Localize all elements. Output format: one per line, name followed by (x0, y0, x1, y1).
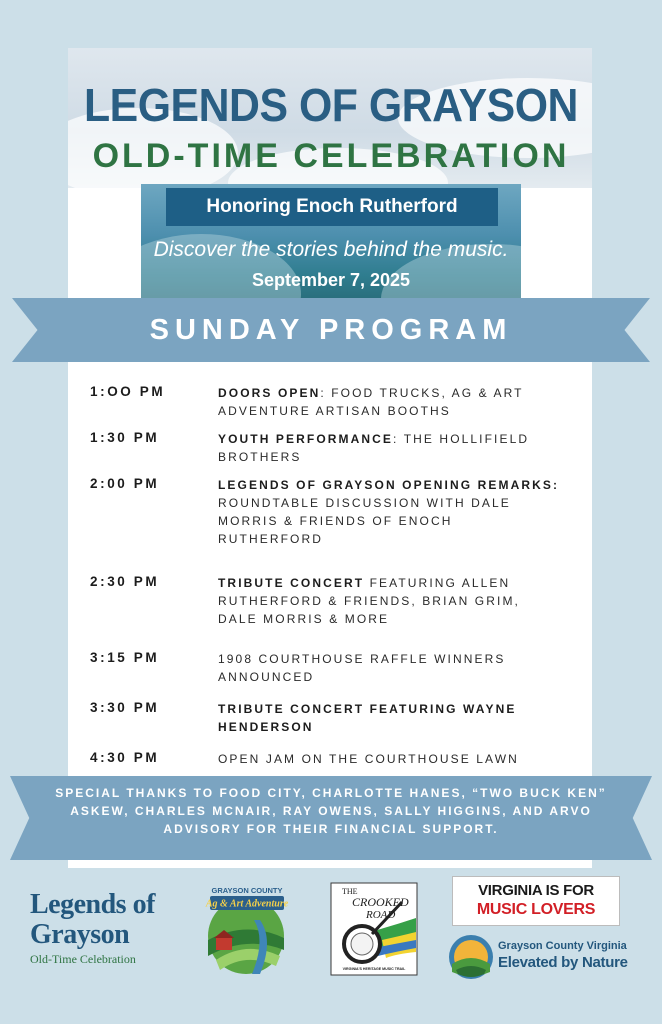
legends-of-grayson-logo (30, 890, 170, 967)
schedule-description (218, 476, 560, 548)
schedule-row (90, 476, 560, 548)
schedule-time: 2:30 PM (90, 574, 160, 589)
crooked-road-trail: VIRGINIA'S HERITAGE MUSIC TRAIL (342, 967, 406, 971)
schedule-time: 3:15 PM (90, 650, 160, 665)
schedule-row (90, 574, 560, 628)
schedule-row (90, 430, 560, 466)
schedule-highlight: TRIBUTE CONCERT FEATURING WAYNE HENDERSON (218, 702, 517, 734)
schedule-description (218, 384, 560, 420)
schedule-list (90, 384, 560, 768)
schedule-description (218, 430, 560, 466)
schedule-detail: : FOOD TRUCKS, AG & ART ADVENTURE ARTISAN BOOTHS (218, 386, 524, 418)
logo-line: Legends of (30, 889, 155, 920)
schedule-detail: OPEN JAM ON THE COURTHOUSE LAWN (218, 752, 519, 766)
schedule-time: 1:OO PM (90, 384, 166, 399)
schedule-time: 4:30 PM (90, 750, 160, 765)
program-title: SUNDAY PROGRAM (149, 314, 513, 346)
schedule-row (90, 750, 560, 768)
schedule-highlight: YOUTH PERFORMANCE (218, 432, 394, 446)
schedule-detail: ROUNDTABLE DISCUSSION WITH DALE MORRIS & FRIENDS OF ENOCH RUTHERFORD (218, 496, 511, 546)
logo-line: Grayson (30, 919, 130, 950)
event-title: LEGENDS OF GRAYSON (83, 79, 578, 131)
virginia-logo-line2: MUSIC LOVERS (476, 901, 596, 918)
logo-line: Old-Time Celebration (30, 952, 136, 966)
schedule-time: 3:30 PM (90, 700, 160, 715)
event-subtitle: OLD-TIME CELEBRATION (92, 137, 570, 175)
sponsor-thanks: SPECIAL THANKS TO FOOD CITY, CHARLOTTE HANES, “TWO BUCK KEN” ASKEW, CHARLES MCNAIR, RAY OWENS, SALLY HIGGINS, AND ARVO ADVISORY FOR THEIR FINANCIAL SUPPORT. (55, 786, 607, 836)
grayson-county-name: Grayson County Virginia (498, 940, 627, 952)
crooked-road-name: CROOKED (352, 895, 409, 909)
schedule-description (218, 750, 560, 768)
barn-icon (216, 938, 232, 950)
schedule-time: 1:30 PM (90, 430, 160, 445)
schedule-detail: : THE HOLLIFIELD BROTHERS (218, 432, 530, 464)
grayson-county-slogan: Elevated by Nature (498, 954, 628, 971)
schedule-description (218, 650, 560, 686)
crooked-road-logo (330, 882, 418, 976)
schedule-highlight: DOORS OPEN (218, 386, 321, 400)
ag-art-adventure-logo (196, 880, 296, 976)
ag-logo-name: Ag & Art Adventure (205, 898, 289, 910)
schedule-description (218, 574, 560, 628)
honoring-banner: Honoring Enoch Rutherford (166, 188, 498, 226)
schedule-highlight: LEGENDS OF GRAYSON OPENING REMARKS: (218, 478, 560, 492)
schedule-description (218, 700, 560, 736)
crooked-road-the: THE (342, 887, 358, 896)
grayson-county-logo (448, 932, 628, 982)
virginia-music-lovers-logo (452, 876, 620, 926)
virginia-logo-line1: VIRGINIA IS FOR (478, 882, 594, 899)
sun-landscape-icon (448, 934, 494, 980)
schedule-row (90, 650, 560, 686)
tagline: Discover the stories behind the music. (153, 238, 509, 261)
crooked-road-road: ROAD (366, 909, 396, 921)
ag-logo-county: GRAYSON COUNTY (211, 886, 283, 895)
schedule-time: 2:00 PM (90, 476, 160, 491)
schedule-detail: 1908 COURTHOUSE RAFFLE WINNERS ANNOUNCED (218, 652, 506, 684)
schedule-detail: FEATURING ALLEN RUTHERFORD & FRIENDS, BRIAN GRIM, DALE MORRIS & MORE (218, 576, 520, 626)
schedule-row (90, 700, 560, 736)
event-date: September 7, 2025 (251, 270, 411, 290)
schedule-highlight: TRIBUTE CONCERT (218, 576, 365, 590)
schedule-row (90, 384, 560, 420)
